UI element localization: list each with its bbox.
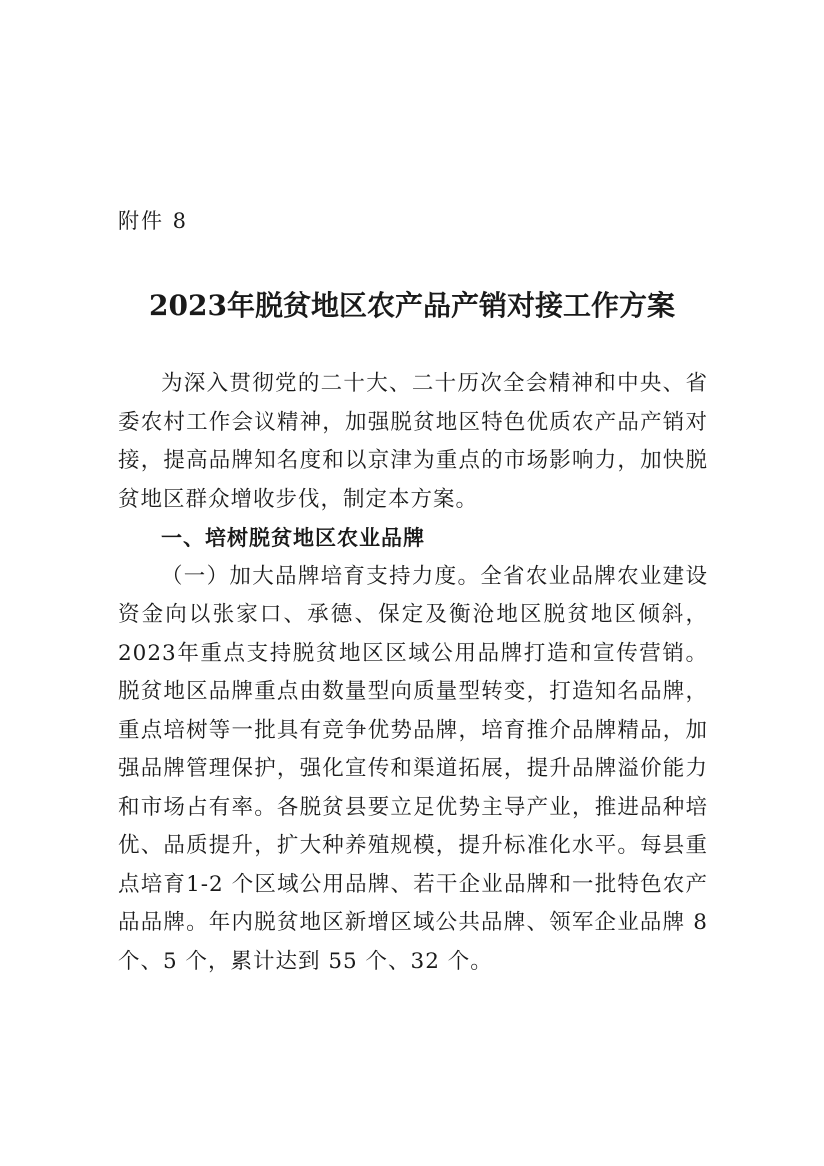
section-1-1-paragraph [118,558,708,982]
attachment-label: 附件 8 [118,209,189,233]
section-heading-1: 一、培树脱贫地区农业品牌 [161,526,425,550]
intro-paragraph: 为深入贯彻党的二十大、二十历次全会精神和中央、省委农村工作会议精神，加强脱贫地区特色优质农产品产销对接，提高品牌知名度和以京津为重点的市场影响力，加快脱贫地区群众增收步伐，制定本方案。 [118,371,708,512]
document-title: 2023年脱贫地区农产品产销对接工作方案 [149,289,675,322]
section-1-1-body: 全省农业品牌农业建设资金向以张家口、承德、保定及衡沧地区脱贫地区倾斜，2023年重点支持脱贫地区区域公用品牌打造和宣传营销。脱贫地区品牌重点由数量型向质量型转变，打造知名品牌，重点培树等一批具有竞争优势品牌，培育推介品牌精品，加强品牌管理保护，强化宣传和渠道拓展，提升品牌溢价能力和市场占有率。各脱贫县要立足优势主导产业，推进品种培优、品质提升，扩大种养殖规模，提升标准化水平。每县重点培育1-2 个区域公用品牌、若干企业品牌和一批特色农产品品牌。年内脱贫地区新增区域公共品牌、领军企业品牌 8 个、5 个，累计达到 55 个、32 个。 [118,563,708,974]
document-body [118,365,708,981]
section-1-1-lead: （一）加大品牌培育支持力度。 [161,563,481,589]
